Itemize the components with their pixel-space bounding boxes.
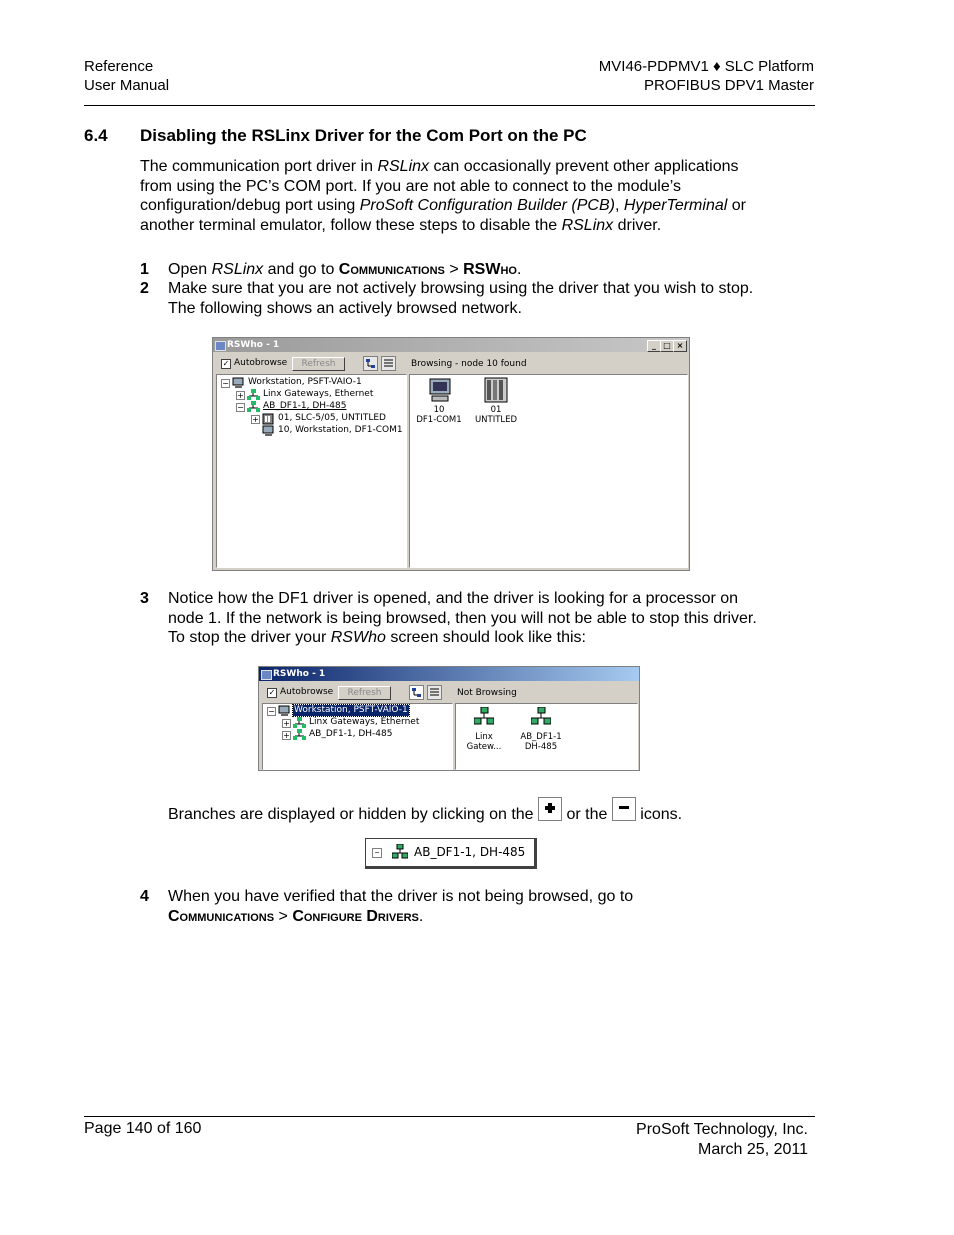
device-name: UNTITLED — [474, 415, 518, 425]
step3-rswho: RSWho — [330, 629, 386, 647]
device-node: 01 — [490, 405, 502, 415]
refresh-button[interactable]: Refresh — [338, 686, 391, 700]
tree-view-icon[interactable] — [363, 356, 378, 371]
network-icon — [392, 844, 408, 860]
step4-text — [168, 887, 728, 926]
step3-text-2: screen should look like this: — [385, 629, 586, 647]
tree-item-workstation[interactable]: Workstation, PSFT-VAIO-1 — [248, 377, 362, 387]
intro-pcb: ProSoft Configuration Builder (PCB) — [359, 197, 615, 215]
step4-period: . — [418, 907, 424, 925]
device-pane[interactable] — [455, 703, 638, 770]
window-title: RSWho - 1 — [273, 669, 326, 679]
refresh-button[interactable]: Refresh — [292, 357, 345, 371]
intro-rslinx: RSLinx — [377, 158, 430, 175]
workstation-icon — [278, 705, 291, 716]
network-icon — [293, 729, 306, 740]
step4-communications: Communications — [168, 907, 275, 925]
tree-item-workstation[interactable]: Workstation, PSFT-VAIO-1 — [294, 705, 408, 715]
section-number: 6.4 — [84, 126, 108, 145]
autobrowse-label: Autobrowse — [280, 687, 334, 697]
header-user-manual: User Manual — [84, 77, 170, 94]
window-title: RSWho - 1 — [227, 340, 280, 350]
intro-text-2: can occasionally prevent other applications from using the PC’s COM port. If you are not able to connect to the module’s configuration/debug port using — [140, 158, 739, 215]
processor-icon — [262, 413, 274, 425]
device-line2: Gatew... — [466, 742, 502, 752]
section-title: Disabling the RSLinx Driver for the Com Port on the PC — [140, 126, 587, 145]
maximize-icon[interactable]: □ — [660, 340, 674, 352]
footer-date: March 25, 2011 — [698, 1140, 808, 1158]
tree-pane[interactable] — [262, 703, 453, 770]
minus-icon — [612, 797, 636, 821]
computer-icon[interactable] — [428, 377, 452, 403]
page-number: Page 140 of 160 — [84, 1120, 202, 1137]
rswho-window-browsing — [212, 337, 690, 571]
autobrowse-checkbox[interactable]: ✓ — [222, 359, 230, 368]
step4-number: 4 — [140, 888, 149, 905]
network-icon[interactable] — [531, 707, 551, 727]
step1-number: 1 — [140, 261, 149, 278]
footer-right — [636, 1120, 808, 1159]
network-icon — [247, 389, 260, 400]
browse-status: Not Browsing — [457, 688, 517, 698]
step4-configure-drivers: Configure Drivers — [292, 907, 419, 925]
list-view-icon[interactable] — [427, 685, 442, 700]
header-reference: Reference — [84, 58, 154, 75]
plus-icon — [538, 797, 562, 821]
step4-gt: > — [274, 907, 293, 925]
step3-text — [168, 589, 766, 648]
expand-icon[interactable]: + — [252, 415, 259, 424]
tree-pane[interactable] — [216, 374, 407, 568]
snippet-label: AB_DF1-1, DH-485 — [414, 845, 526, 859]
step3-text-1: Notice how the DF1 driver is opened, and the driver is looking for a processor on node 1. If the network is being browsed, then you will not be able to stop this driver. To stop the driver your — [168, 590, 757, 647]
step1-goto: and go to — [263, 261, 339, 278]
step1-rslinx: RSLinx — [211, 261, 264, 278]
close-icon[interactable]: × — [673, 340, 687, 352]
step1-gt: > — [444, 261, 464, 278]
device-label-slc — [467, 405, 525, 425]
tree-item-df1-com1[interactable]: 10, Workstation, DF1-COM1 — [278, 425, 403, 435]
footer-company: ProSoft Technology, Inc. — [636, 1121, 808, 1138]
tree-item-ab-df1[interactable]: AB_DF1-1, DH-485 — [263, 401, 347, 411]
collapse-icon[interactable]: − — [268, 707, 275, 716]
device-pane[interactable] — [409, 374, 688, 568]
rswho-app-icon — [215, 341, 226, 351]
autobrowse-checkbox[interactable]: ✓ — [268, 688, 276, 697]
tree-item-slc[interactable]: 01, SLC-5/05, UNTITLED — [278, 413, 386, 423]
header-subtitle: PROFIBUS DPV1 Master — [643, 77, 814, 94]
step3-number: 3 — [140, 590, 149, 607]
tree-item-linx-gateways[interactable]: Linx Gateways, Ethernet — [263, 389, 374, 399]
intro-text-5: driver. — [613, 216, 662, 234]
rswho-window-not-browsing — [258, 666, 640, 771]
step1-open: Open — [168, 261, 212, 278]
step1-text — [168, 260, 521, 280]
device-label-ab-df1 — [513, 732, 569, 752]
expand-icon[interactable]: + — [283, 719, 290, 728]
network-icon[interactable] — [474, 707, 494, 727]
slc-rack-icon[interactable] — [484, 377, 508, 403]
network-icon — [293, 717, 306, 728]
window-titlebar — [213, 338, 689, 352]
collapse-icon[interactable]: − — [237, 403, 244, 412]
collapse-icon: − — [372, 848, 382, 858]
intro-hyperterminal: HyperTerminal — [623, 197, 728, 215]
device-node: 10 — [433, 405, 445, 415]
list-view-icon[interactable] — [381, 356, 396, 371]
intro-paragraph — [140, 157, 760, 235]
header-right — [599, 57, 814, 95]
window-titlebar — [259, 667, 639, 681]
step2-text: Make sure that you are not actively browsing using the driver that you wish to stop. The following shows an actively browsed network. — [168, 280, 754, 317]
tree-item-linx-gateways[interactable]: Linx Gateways, Ethernet — [309, 717, 420, 727]
workstation-icon — [262, 425, 275, 436]
device-label-linx — [456, 732, 512, 752]
workstation-icon — [232, 377, 245, 388]
rswho-app-icon — [261, 670, 272, 680]
device-line1: AB_DF1-1 — [520, 732, 562, 742]
browse-status: Browsing - node 10 found — [411, 359, 527, 369]
collapse-icon[interactable]: − — [222, 379, 229, 388]
step1-rswho: RSWho — [463, 261, 517, 278]
header-rule — [84, 105, 815, 106]
network-icon — [247, 401, 260, 412]
autobrowse-label: Autobrowse — [234, 358, 288, 368]
expand-icon[interactable]: + — [237, 391, 244, 400]
branches-text-3: icons. — [635, 806, 683, 823]
footer-rule — [84, 1116, 815, 1117]
intro-text-4: or another terminal emulator, follow these steps to disable the — [140, 197, 746, 234]
tree-item-ab-df1[interactable]: AB_DF1-1, DH-485 — [309, 729, 393, 739]
device-name: DF1-COM1 — [416, 415, 462, 425]
tree-view-icon[interactable] — [409, 685, 424, 700]
header-product: MVI46-PDPMV1 ♦ SLC Platform — [598, 58, 814, 75]
step2-number: 2 — [140, 280, 149, 297]
device-line1: Linx — [475, 732, 493, 742]
tree-snippet — [365, 838, 537, 869]
step1-communications: Communications — [338, 261, 445, 278]
branches-text — [168, 797, 682, 825]
intro-rslinx-2: RSLinx — [561, 216, 614, 234]
intro-text-3: , — [614, 197, 624, 215]
branches-text-2: or the — [562, 806, 612, 823]
device-label-computer — [410, 405, 468, 425]
step1-period: . — [516, 261, 522, 278]
header-left — [84, 57, 169, 95]
device-line2: DH-485 — [524, 742, 558, 752]
expand-icon[interactable]: + — [283, 731, 290, 740]
branches-text-1: Branches are displayed or hidden by clicking on the — [168, 806, 538, 823]
intro-text-1: The communication port driver in — [140, 158, 378, 175]
step4-text-1: When you have verified that the driver is not being browsed, go to — [168, 888, 634, 905]
minimize-icon[interactable]: _ — [647, 340, 661, 352]
